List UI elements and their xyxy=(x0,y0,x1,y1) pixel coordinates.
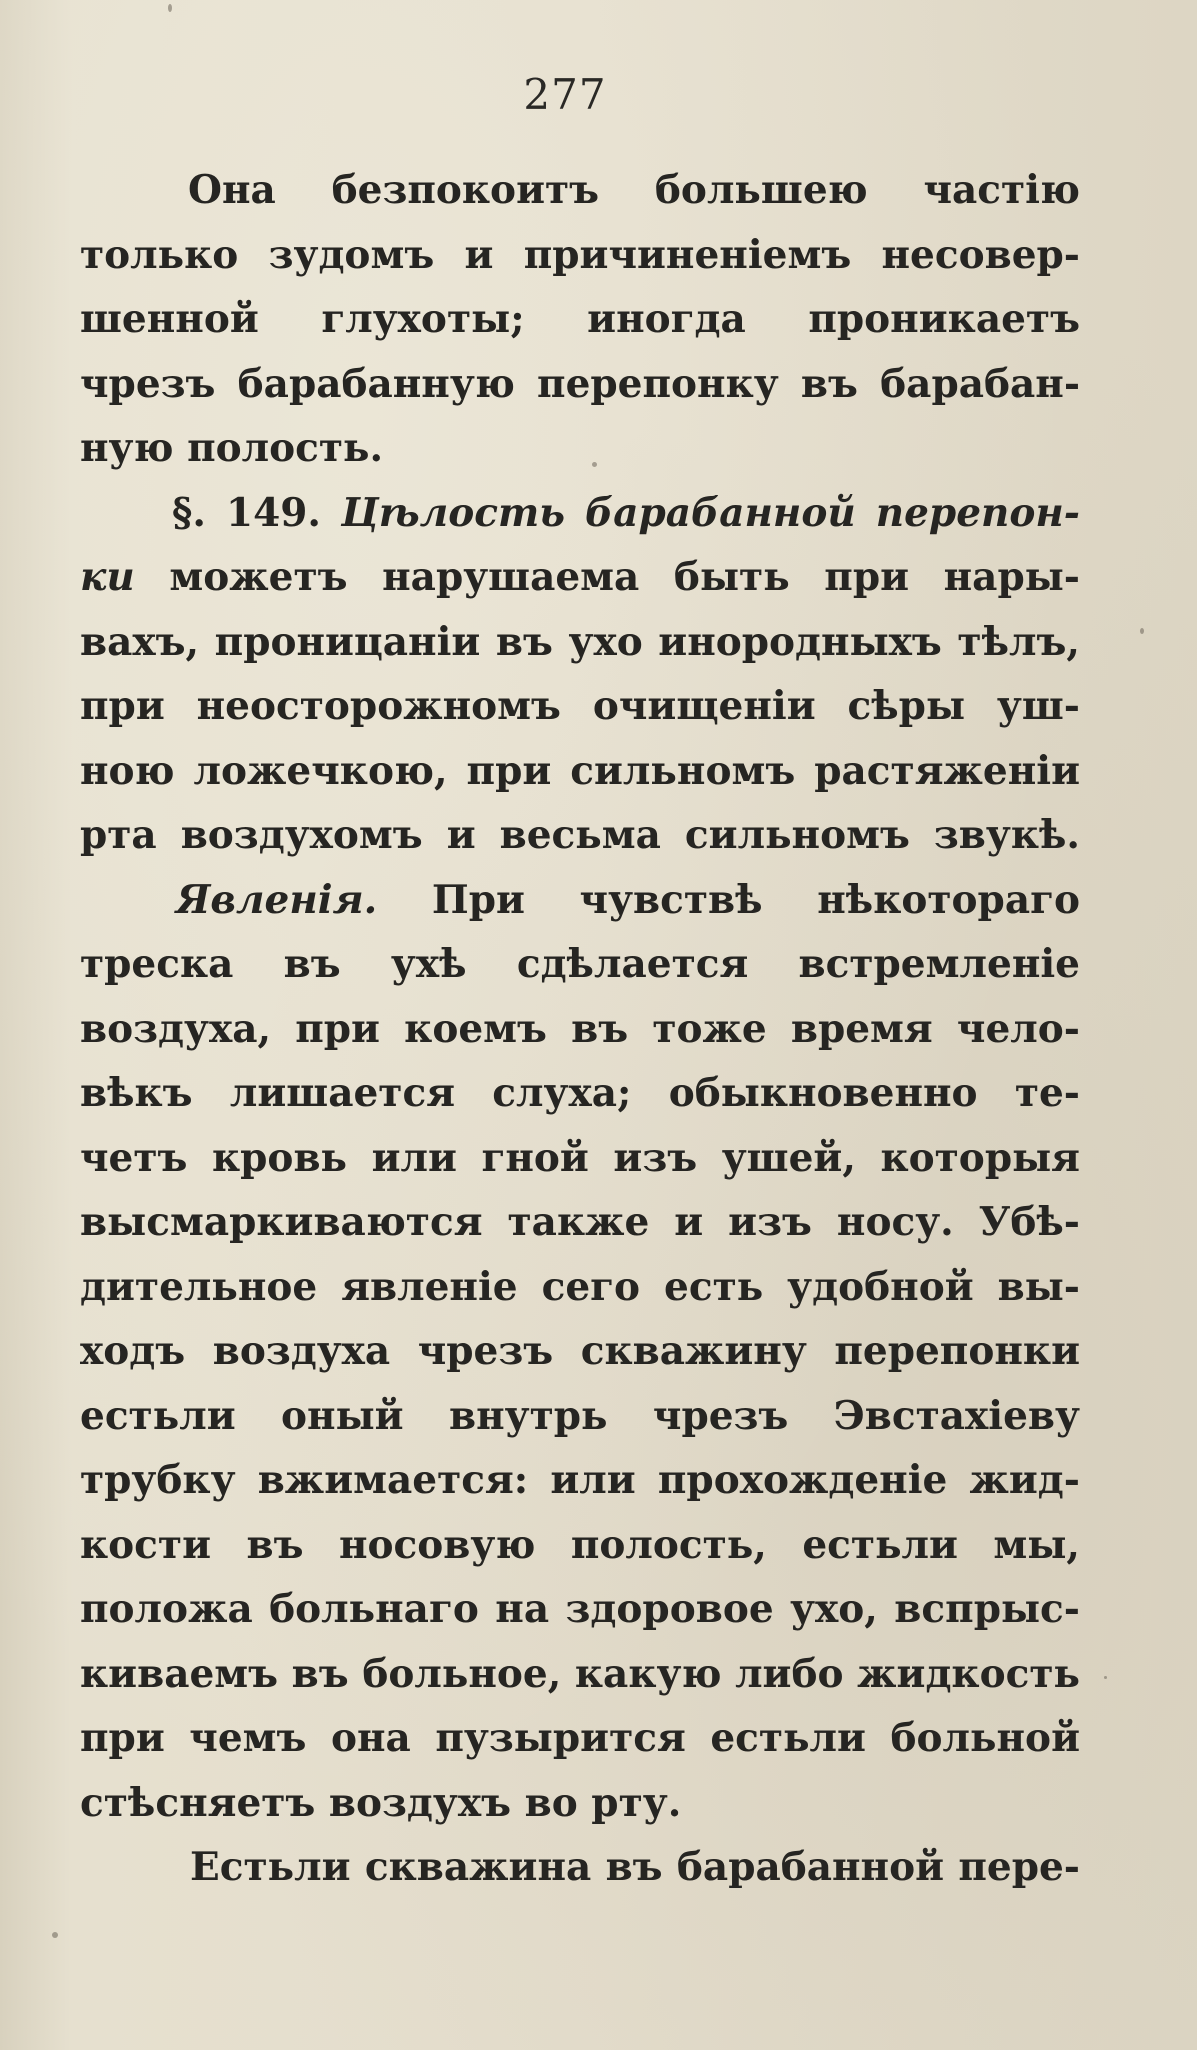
text-line xyxy=(80,674,1080,739)
text-span: трубку вжимается: или прохожденіе жид- xyxy=(80,1457,1080,1503)
text-line xyxy=(80,868,1080,933)
text-line xyxy=(80,1577,1080,1642)
text-span: положа больнаго на здоровое ухо, вспрыс- xyxy=(80,1586,1080,1632)
text-span: ною ложечкою, при сильномъ растяженіи xyxy=(80,747,1080,794)
text-line xyxy=(80,932,1080,997)
text-span: только зудомъ и причиненіемъ несовер- xyxy=(80,231,1080,278)
text-line xyxy=(80,803,1080,868)
text-span: треска въ ухѣ сдѣлается встремленіе xyxy=(80,941,1080,987)
text-line xyxy=(80,223,1080,288)
text-line xyxy=(80,1319,1080,1384)
text-span: дительное явленіе сего есть удобной вы- xyxy=(80,1263,1080,1310)
text-line xyxy=(80,610,1080,675)
text-line xyxy=(80,1384,1080,1449)
paper-speck xyxy=(52,1932,58,1938)
text-span: вѣкъ лишается слуха; обыкновенно те- xyxy=(80,1070,1080,1116)
text-line xyxy=(80,739,1080,804)
text-line xyxy=(80,997,1080,1062)
section-title: Цѣлость барабанной перепон- xyxy=(341,489,1080,536)
text-span: четъ кровь или гной изъ ушей, которыя xyxy=(80,1134,1080,1181)
text-line xyxy=(80,1190,1080,1255)
text-span: кости въ носовую полость, естьли мы, xyxy=(80,1521,1080,1568)
text-span: ную полость. xyxy=(80,425,384,471)
section-number: §. 149. xyxy=(172,489,342,536)
text-span: При чувствѣ нѣкотораго xyxy=(377,876,1080,923)
text-line xyxy=(80,1835,1080,1900)
text-span: воздуха, при коемъ въ тоже время чело- xyxy=(80,1005,1080,1052)
text-line xyxy=(80,287,1080,352)
text-span: стѣсняетъ воздухъ во рту. xyxy=(80,1779,682,1826)
paper-speck xyxy=(1140,628,1144,634)
text-line xyxy=(80,1706,1080,1771)
text-span: при неосторожномъ очищеніи сѣры уш- xyxy=(80,683,1080,729)
text-span: чрезъ барабанную перепонку въ барабан- xyxy=(80,360,1080,407)
text-span: киваемъ въ больное, какую либо жидкость xyxy=(80,1650,1080,1697)
text-span: Естьли скважина въ барабанной пере- xyxy=(190,1844,1080,1890)
text-span: Она безпокоитъ большею частію xyxy=(188,167,1080,213)
text-line xyxy=(80,545,1080,610)
subheading-yavleniya: Явленія. xyxy=(176,876,378,923)
section-heading-line xyxy=(80,481,1080,546)
section-title-end: ки xyxy=(80,554,135,600)
text-line xyxy=(80,158,1080,223)
text-span: рта воздухомъ и весьма сильномъ звукѣ. xyxy=(80,812,1080,858)
page-number: 277 xyxy=(523,70,607,119)
text-line xyxy=(80,1255,1080,1320)
text-span: можетъ нарушаема быть при нары- xyxy=(134,554,1080,600)
text-line xyxy=(80,1642,1080,1707)
text-line xyxy=(80,1126,1080,1191)
text-line xyxy=(80,1771,1080,1836)
text-line xyxy=(80,1448,1080,1513)
text-span: при чемъ она пузырится естьли больной xyxy=(80,1715,1080,1761)
text-span: высмаркиваются также и изъ носу. Убѣ- xyxy=(80,1199,1080,1245)
text-line xyxy=(80,1061,1080,1126)
text-line xyxy=(80,1513,1080,1578)
text-line xyxy=(80,416,1080,481)
text-line xyxy=(80,352,1080,417)
page-text xyxy=(80,158,1080,1900)
text-span: вахъ, проницаніи въ ухо инородныхъ тѣлъ, xyxy=(80,618,1080,665)
text-span: шенной глухоты; иногда проникаетъ xyxy=(80,296,1080,342)
paper-speck xyxy=(592,462,597,467)
paper-speck xyxy=(1104,1676,1107,1679)
text-span: естьли оный внутрь чрезъ Эвстахіеву xyxy=(80,1392,1080,1439)
text-span: ходъ воздуха чрезъ скважину перепонки xyxy=(80,1328,1080,1374)
paper-speck xyxy=(168,4,172,12)
